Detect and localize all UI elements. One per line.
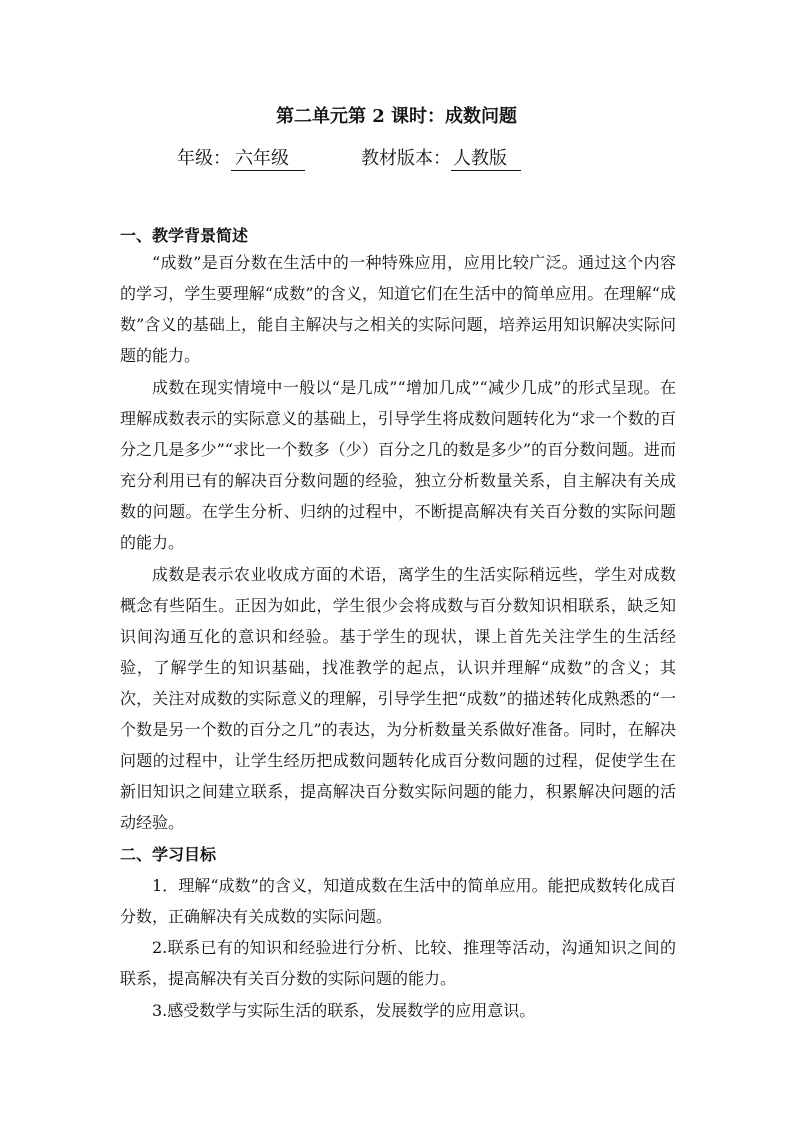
objective-item-1: 1．理解“成数”的含义，知道成数在生活中的简单应用。能把成数转化成百分数，正确解决有关成数的实际问题。 (120, 876, 676, 926)
background-paragraph-2: 成数在现实情境中一般以“是几成”“增加几成”“减少几成”的形式呈现。在理解成数表示的实际意义的基础上，引导学生将成数问题转化为“求一个数的百分之几是多少”“求比一个数多（少）百分之几的数是多少”的百分数问题。进而充分利用已有的解决百分数问题的经验，独立分析数量关系，自主解决有关成数的问题。在学生分析、归纳的过程中，不断提高解决有关百分数的实际问题的能力。 (120, 378, 676, 552)
edition-label: 教材版本： (361, 148, 451, 169)
section-heading-background: 一、教学背景简述 (120, 226, 249, 245)
grade-label: 年级： (177, 148, 231, 169)
objective-item-3: 3.感受数学与实际生活的联系，发展数学的应用意识。 (152, 1001, 536, 1020)
objective-item-2: 2.联系已有的知识和经验进行分析、比较、推理等活动，沟通知识之间的联系，提高解决有关百分数的实际问题的能力。 (120, 938, 676, 988)
background-paragraph-1: “成数”是百分数在生活中的一种特殊应用，应用比较广泛。通过这个内容的学习，学生要理解“成数”的含义，知道它们在生活中的简单应用。在理解“成数”含义的基础上，能自主解决与之相关的实际问题，培养运用知识解决实际问题的能力。 (120, 253, 676, 365)
course-meta (177, 146, 521, 172)
background-paragraph-3: 成数是表示农业收成方面的术语，离学生的生活实际稍远些，学生对成数概念有些陌生。正因为如此，学生很少会将成数与百分数知识相联系，缺乏知识间沟通互化的意识和经验。基于学生的现状，课上首先关注学生的生活经验，了解学生的知识基础，找准教学的起点，认识并理解“成数”的含义；其次，关注对成数的实际意义的理解，引导学生把“成数”的描述转化成熟悉的“一个数是另一个数的百分之几”的表达，为分析数量关系做好准备。同时，在解决问题的过程中，让学生经历把成数问题转化成百分数问题的过程，促使学生在新旧知识之间建立联系，提高解决百分数实际问题的能力，积累解决问题的活动经验。 (120, 565, 676, 832)
page-title: 第二单元第 2 课时：成数问题 (275, 106, 518, 127)
grade-value: 六年级 (231, 148, 305, 171)
edition-value: 人教版 (451, 148, 521, 171)
section-heading-objectives: 二、学习目标 (120, 845, 217, 864)
